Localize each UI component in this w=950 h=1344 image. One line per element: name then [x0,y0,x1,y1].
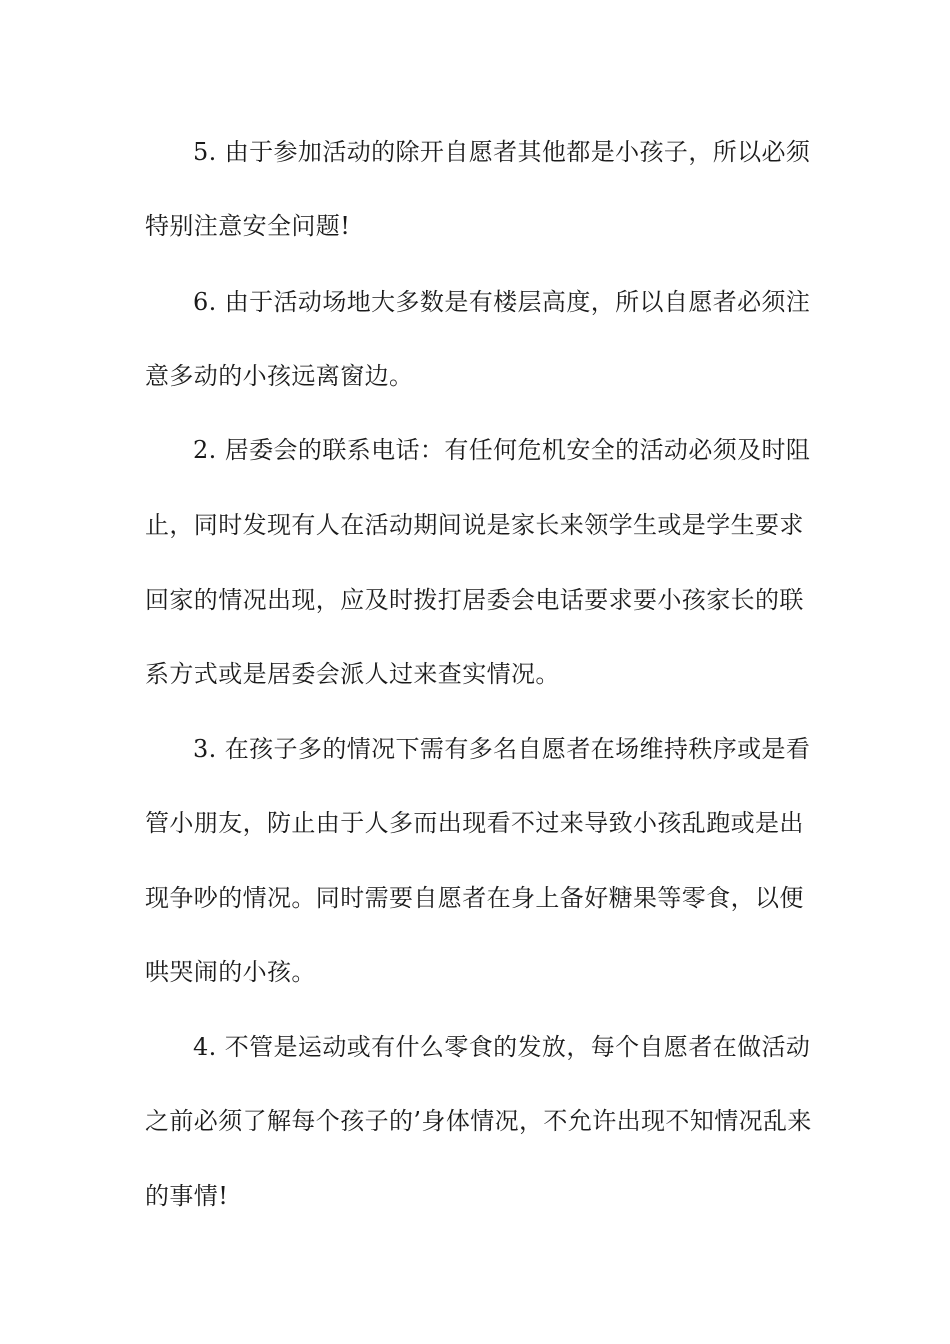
paragraph-line: 管小朋友，防止由于人多而出现看不过来导致小孩乱跑或是出 [145,809,804,837]
paragraph-line: 4. 不管是运动或有什么零食的发放，每个自愿者在做活动 [193,1033,811,1061]
paragraph-line: 的事情! [145,1182,229,1210]
paragraph-line: 6. 由于活动场地大多数是有楼层高度，所以自愿者必须注 [193,288,811,316]
paragraph-line: 现争吵的情况。同时需要自愿者在身上备好糖果等零食，以便 [145,884,804,912]
paragraph-line: 特别注意安全问题! [145,212,351,240]
paragraph-line: 意多动的小孩远离窗边。 [145,362,414,390]
paragraph-line: 哄哭闹的小孩。 [145,958,316,986]
paragraph-line: 5. 由于参加活动的除开自愿者其他都是小孩子，所以必须 [193,138,811,166]
paragraph-line: 系方式或是居委会派人过来查实情况。 [145,660,560,688]
paragraph-line: 之前必须了解每个孩子的’身体情况，不允许出现不知情况乱来 [145,1107,812,1135]
paragraph-line: 3. 在孩子多的情况下需有多名自愿者在场维持秩序或是看 [193,735,811,763]
paragraph-line: 回家的情况出现，应及时拨打居委会电话要求要小孩家长的联 [145,586,804,614]
paragraph-line: 2. 居委会的联系电话：有任何危机安全的活动必须及时阻 [193,436,811,464]
paragraph-line: 止，同时发现有人在活动期间说是家长来领学生或是学生要求 [145,511,804,539]
